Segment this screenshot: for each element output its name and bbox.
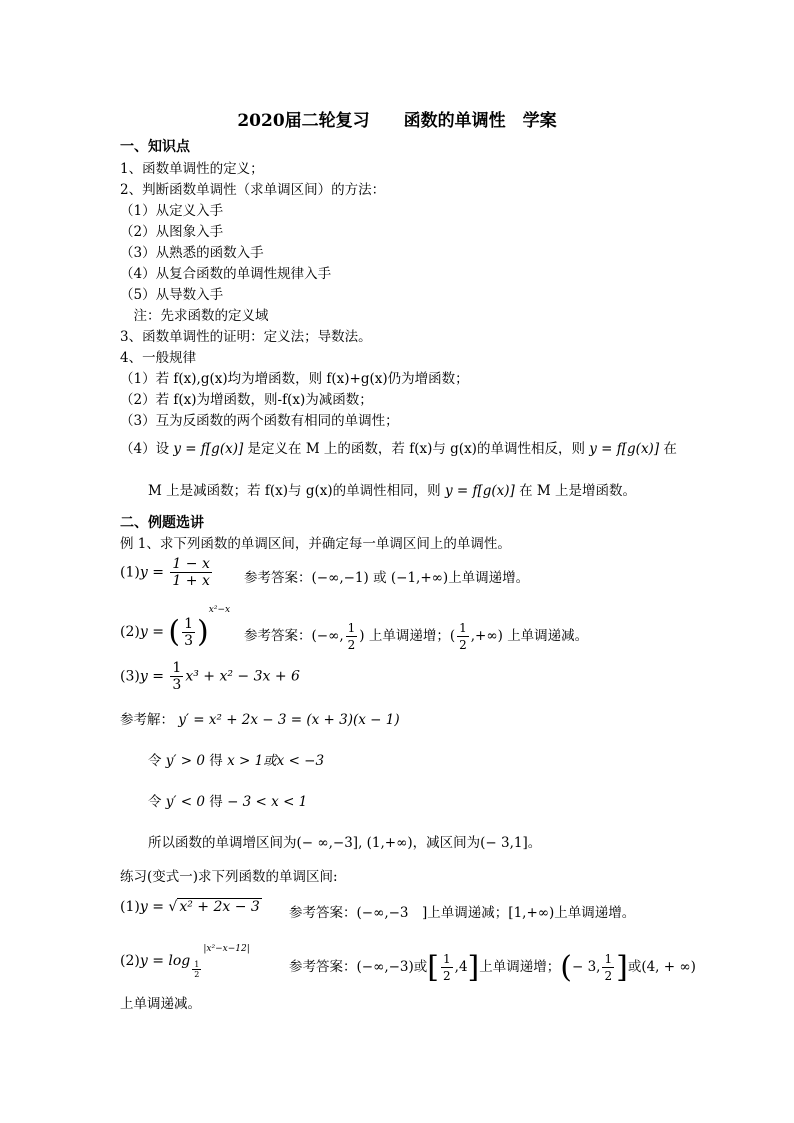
sol3-result: − 3 < x < 1 [227, 794, 308, 810]
q2-interval-1-close: ) [359, 628, 365, 644]
p2-base-num: 1 [194, 960, 200, 969]
q2-a2-num: 1 [459, 621, 467, 635]
sol4-text-2: ，减区间为 [412, 835, 481, 851]
rule4-prefix: （4）设 [120, 441, 170, 457]
practice-p1-answer [289, 901, 635, 921]
q2-suffix: 上单调递减。 [507, 628, 589, 644]
example1-prompt: 例 1、求下列函数的单调区间，并确定每一单调区间上的单调性。 [120, 536, 511, 552]
solution-line-1 [120, 711, 400, 729]
sol4-decreasing-interval: (− 3,1] [480, 835, 528, 851]
sol4-period: 。 [527, 835, 542, 851]
sol3-let: 令 [148, 794, 162, 810]
p2-a3-fraction [602, 951, 614, 984]
q3-numerator: 1 [172, 660, 182, 676]
q3-fraction [170, 660, 183, 693]
q2-a1-num: 1 [347, 621, 356, 635]
q1-fraction [170, 556, 211, 589]
p2-a2-den: 2 [443, 969, 451, 983]
q3-denominator: 3 [172, 677, 182, 693]
q1-numerator: 1 − x [172, 556, 210, 572]
rule4-line2a: M 上是减函数；若 f(x)与 g(x)的单调性相同，则 [148, 483, 441, 499]
practice-p2-answer: 参考答案：(−∞,−3)或[ $\frac{1}{2}$ ,4]上单调递增；(− 3, $\frac{1}{2}$ ]或(4, + ∞) [289, 950, 696, 985]
sol3-get: 得 [209, 794, 223, 810]
q2-denominator: 3 [184, 632, 194, 649]
q1-answer-prefix: 参考答案： [244, 570, 312, 586]
p2-exponent: |x²−x−12| [203, 944, 250, 954]
rule4-tail: 在 [663, 441, 677, 457]
q2-numerator: 1 [184, 615, 194, 632]
practice-prompt: 练习(变式一)求下列函数的单调区间: [120, 869, 338, 885]
example1-q1-formula: (1)y = $\frac{1 - x}{1 + x}$ [120, 556, 210, 589]
p1-interval-1: (−∞,−3 ] [356, 905, 428, 921]
q1-label: (1) [120, 564, 140, 581]
q2-exponent: x²−x [208, 605, 231, 615]
kp-line: 4、一般规律 [120, 350, 197, 366]
q2-mid: 上单调递增； [368, 628, 450, 644]
q2-a2-fraction [457, 620, 469, 653]
rule4-line2 [148, 482, 636, 500]
kp-note: 注：先求函数的定义域 [120, 308, 269, 324]
p2-or2: 或 [627, 959, 642, 975]
p2-label: (2) [120, 953, 140, 969]
q2-label: (2) [120, 624, 140, 640]
kp-line: （4）从复合函数的单调性规律入手 [120, 266, 332, 282]
p2-or: 或 [413, 959, 428, 975]
p2-lhs: y = log [139, 953, 191, 969]
solution-derivative: y′ = x² + 2x − 3 = (x + 3)(x − 1) [178, 712, 400, 728]
kp-line: （3）互为反函数的两个函数有相同的单调性； [120, 413, 399, 429]
page-title: 2020届二轮复习 函数的单调性 学案 [237, 111, 557, 131]
q2-interval-2-open: ( [449, 628, 456, 644]
practice-tail: 上单调递减。 [120, 996, 201, 1012]
rule4-line1 [120, 440, 677, 458]
p2-base-den: 2 [194, 970, 200, 979]
p2-a3-head: − 3, [571, 959, 601, 975]
kp-line: （2）若 f(x)为增函数，则-f(x)为减函数； [120, 392, 373, 408]
kp-line: 1、函数单调性的定义； [120, 161, 264, 177]
q2-interval-1-open: (−∞, [311, 628, 344, 644]
p2-a2-fraction [441, 951, 453, 984]
solution-line-3 [148, 793, 307, 811]
kp-line: 2、判断函数单调性（求单调区间）的方法： [120, 182, 386, 198]
rule4-formula: y = f[g(x)] [589, 441, 660, 457]
solution-label: 参考解： [120, 712, 174, 728]
section-examples-heading: 二、例题选讲 [120, 515, 204, 531]
q2-answer-prefix: 参考答案： [244, 628, 312, 644]
example1-q1-answer [244, 566, 529, 586]
p2-base [192, 960, 201, 979]
kp-line: （1）从定义入手 [120, 203, 224, 219]
example1-q2-formula: (2)y = ( $\frac{1}{3}$ )$^{x^2-x}$ [120, 605, 231, 650]
p2-a3-den: 2 [604, 969, 613, 983]
p2-exponent-text: x²−x−12 [206, 944, 247, 954]
kp-line: （3）从熟悉的函数入手 [120, 245, 264, 261]
p2-mid: 上单调递增； [479, 959, 561, 975]
p2-a2-num: 1 [443, 952, 451, 966]
p1-radicand: x² + 2x − 3 [179, 899, 260, 915]
kp-line: （5）从导数入手 [120, 287, 224, 303]
kp-line: （1）若 f(x),g(x)均为增函数，则 f(x)+g(x)仍为增函数； [120, 371, 469, 387]
q1-denominator: 1 + x [172, 573, 210, 589]
kp-line: 3、函数单调性的证明：定义法；导数法。 [120, 329, 372, 345]
rule4-line2b: 在 M 上是增函数。 [519, 483, 636, 499]
sol4-increasing-intervals: (− ∞,−3], (1,+∞) [296, 835, 413, 851]
sol2-condition: y′ > 0 [165, 753, 205, 769]
practice-p2-formula [120, 944, 250, 979]
p1-suffix: 上单调递增。 [554, 905, 636, 921]
sol3-condition: y′ < 0 [165, 794, 205, 810]
rule4-mid: 是定义在 M 上的函数，若 f(x)与 g(x)的单调性相反，则 [247, 441, 585, 457]
p1-label: (1) [120, 899, 140, 915]
q2-a1-den: 2 [347, 638, 356, 652]
q2-a1-fraction [346, 620, 358, 653]
rule4-formula: y = f[g(x)] [444, 483, 515, 499]
kp-line: （2）从图象入手 [120, 224, 224, 240]
q2-fraction [182, 616, 195, 649]
sol4-text: 所以函数的单调增区间为 [148, 835, 297, 851]
rule4-formula: y = f[g(x)] [173, 441, 244, 457]
p1-interval-2: [1,+∞) [508, 905, 555, 921]
q1-suffix: 上单调递增。 [448, 570, 530, 586]
p2-interval-4: (4, + ∞) [641, 959, 696, 975]
q3-rest: x³ + x² − 3x + 6 [185, 668, 300, 685]
solution-line-4 [148, 834, 541, 852]
q2-interval-2-close: ,+∞) [470, 628, 503, 644]
sol2-result: x > 1或x < −3 [227, 753, 325, 769]
q3-label: (3) [120, 668, 140, 685]
sol2-get: 得 [209, 753, 223, 769]
practice-p1-formula: (1)y = √ x² + 2x − 3 [120, 899, 260, 915]
sol2-let: 令 [148, 753, 162, 769]
p2-a3-num: 1 [604, 952, 613, 966]
example1-q2-answer [244, 620, 588, 653]
p2-answer-prefix: 参考答案： [289, 959, 357, 975]
p1-answer-prefix: 参考答案： [289, 905, 357, 921]
p2-a2-tail: ,4 [454, 959, 468, 975]
q1-interval-2: (−1,+∞) [390, 570, 449, 586]
example1-q3-formula: (3)y = $\frac{1}{3}$ x³ + x² − 3x + 6 [120, 660, 300, 693]
p1-mid: 上单调递减； [427, 905, 509, 921]
q2-a2-den: 2 [459, 638, 467, 652]
section-knowledge-heading: 一、知识点 [120, 139, 190, 155]
solution-line-2 [148, 752, 324, 770]
p1-lhs: y = [139, 899, 164, 915]
p2-interval-1: (−∞,−3) [356, 959, 414, 975]
q1-or: 或 [373, 570, 387, 586]
q1-interval-1: (−∞,−1) [311, 570, 369, 586]
